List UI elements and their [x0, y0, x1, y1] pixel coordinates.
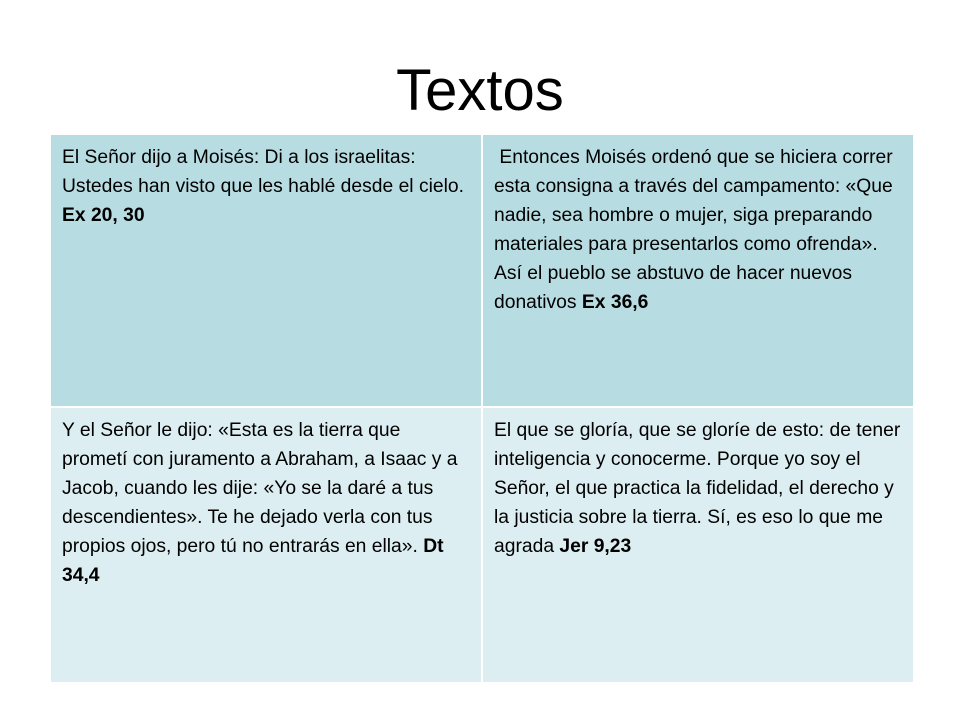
cell-text: Entonces Moisés ordenó que se hiciera correr esta consigna a través del campamento: «Que nadie, sea hombre o mujer, siga preparando materiales para presentarlos como ofrenda». Así el pueblo se abstuvo de hacer nuevos donativos [494, 147, 899, 313]
table-cell-ex-36-6 [483, 135, 913, 406]
slide-title: Textos [396, 58, 564, 123]
texts-table [51, 135, 913, 684]
cell-text: El que se gloría, que se gloríe de esto: de tener inteligencia y conocerme. Porque yo soy el Señor, el que practica la fidelidad, el derecho y la justicia sobre la tierra. Sí, es eso lo que me agrada [494, 420, 901, 557]
bible-reference: Dt 34,4 [62, 536, 444, 586]
bible-reference: Ex 36,6 [581, 292, 649, 313]
bible-reference: Ex 20, 30 [62, 205, 145, 226]
bible-reference: Jer 9,23 [559, 536, 632, 557]
table-cell-ex-20-30 [51, 135, 481, 406]
table-cell-dt-34-4 [51, 408, 481, 682]
cell-text: El Señor dijo a Moisés: Di a los israelitas: Ustedes han visto que les hablé desde el cielo. [62, 147, 464, 197]
table-cell-jer-9-23 [483, 408, 913, 682]
cell-text: Y el Señor le dijo: «Esta es la tierra que prometí con juramento a Abraham, a Isaac y a Jacob, cuando les dije: «Yo se la daré a tus descendientes». Te he dejado verla con tus propios ojos, pero tú no entrarás en ella». [62, 420, 458, 557]
